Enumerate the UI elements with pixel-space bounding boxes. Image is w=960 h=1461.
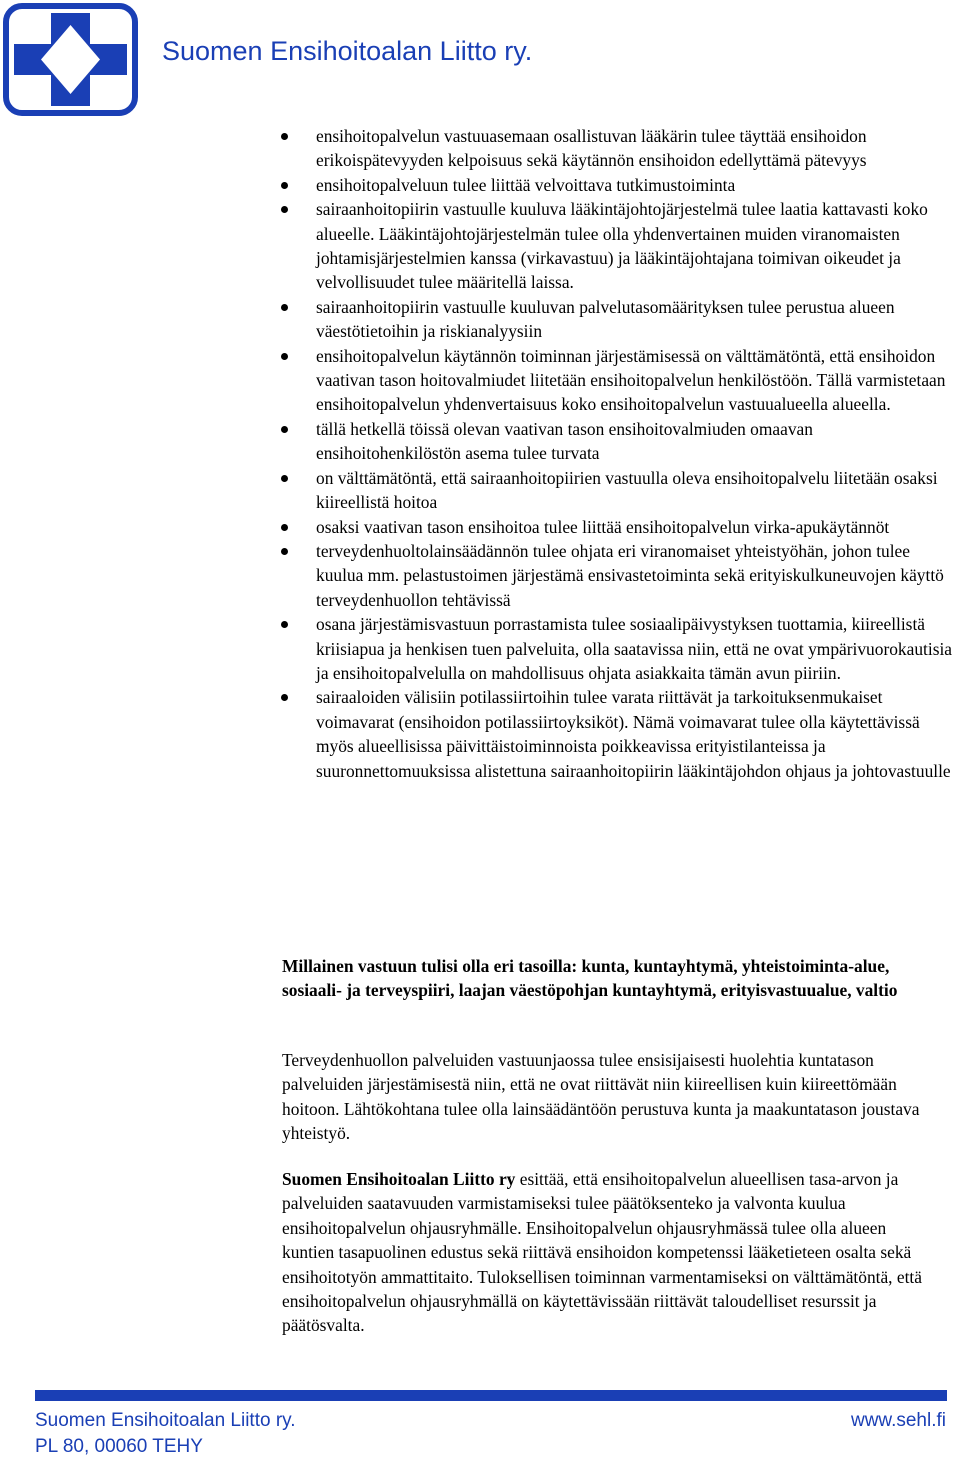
sehl-logo-icon bbox=[3, 3, 138, 116]
bullet-icon bbox=[281, 694, 288, 701]
bullet-icon bbox=[281, 524, 288, 531]
bullet-icon bbox=[281, 182, 288, 189]
list-item bbox=[316, 612, 956, 685]
list-item bbox=[316, 685, 956, 783]
list-item-text: osaksi vaativan tason ensihoitoa tulee liittää ensihoitopalvelun virka-apukäytännöt bbox=[316, 516, 890, 537]
footer-address: PL 80, 00060 TEHY bbox=[35, 1436, 203, 1457]
bullet-icon bbox=[281, 548, 288, 555]
list-item bbox=[316, 197, 956, 295]
list-item-text: sairaaloiden välisiin potilassiirtoihin tulee varata riittävät ja tarkoituksenmukaiset voimavarat (ensihoidon potilassiirtoyksiköt). Nämä voimavarat tulee olla käytettävissä myös alueellisissa päivittäistoiminnoista poikkeavissa erityistilanteissa ja suuronnettomuuksissa alistettuna sairaanhoitopiirin lääkintäjohdon ohjaus ja johtovastuulle bbox=[316, 687, 951, 781]
list-item-text: osana järjestämisvastuun porrastamista tulee sosiaalipäivystyksen tuottamia, kiireellistä kriisiapua ja henkisen tuen palveluita, olla saatavissa niin, että ne ovat ympärivuorokautisia ja ensihoitopalvelulla on mahdollisuus ohjata asiakkaita tämän avun piiriin. bbox=[316, 614, 953, 683]
paragraph-proposal-text: esittää, että ensihoitopalvelun alueellisen tasa-arvon ja palveluiden saatavuuden varmistamiseksi tulee päätöksenteko ja valvonta kuulua ensihoitopalvelun ohjausryhmälle. Ensihoitopalvelun ohjausryhmässä tulee olla alueen kuntien tasapuolinen edustus sekä riittävä ensihoidon kompetenssi lääketieteen osalta sekä ensihoitotyön ammattitaito. Tuloksellisen toiminnan varmentamiseksi on välttämätöntä, että ensihoitopalvelun ohjausryhmällä on käytettävissään riittävät taloudelliset resurssit ja päätösvalta. bbox=[282, 1169, 922, 1336]
bullet-icon bbox=[281, 206, 288, 213]
bullet-icon bbox=[281, 426, 288, 433]
footer-website-link[interactable]: www.sehl.fi bbox=[850, 1410, 946, 1431]
paragraph-lead-org: Suomen Ensihoitoalan Liitto ry bbox=[282, 1169, 516, 1189]
list-item-text: ensihoitopalveluun tulee liittää velvoittava tutkimustoiminta bbox=[316, 174, 736, 195]
list-item-text: sairaanhoitopiirin vastuulle kuuluvan palvelutasomäärityksen tulee perustua alueen väestötietoihin ja riskianalyysiin bbox=[316, 296, 895, 342]
list-item-text: ensihoitopalvelun käytännön toiminnan järjestämisessä on välttämätöntä, että ensihoidon vaativan tason hoitovalmiudet liitetään ensihoitopalvelun henkilöstöön. Tällä varmistetaan ensihoitopalvelun yhdenvertaisuus koko ensihoitopalvelun vastuualueella alueella. bbox=[316, 345, 946, 415]
list-item-text: terveydenhuoltolainsäädännön tulee ohjata eri viranomaiset yhteistyöhän, johon tulee kuulua mm. pelastustoimen järjestämä ensivastetoiminta sekä erityiskulkuneuvojen käyttö terveydenhuollon tehtävissä bbox=[316, 540, 944, 610]
list-item-text: ensihoitopalvelun vastuuasemaan osallistuvan lääkärin tulee täyttää ensihoidon erikoispätevyyden kelpoisuus sekä käytännön ensihoidon edellyttämä pätevyys bbox=[316, 126, 867, 171]
list-item bbox=[316, 173, 956, 197]
paragraph-proposal bbox=[282, 1167, 942, 1338]
bullet-list bbox=[316, 124, 956, 783]
footer-divider bbox=[35, 1390, 947, 1401]
list-item bbox=[316, 344, 956, 417]
bullet-icon bbox=[281, 133, 288, 140]
list-item bbox=[316, 466, 956, 515]
list-item bbox=[316, 124, 956, 173]
section-heading: Millainen vastuun tulisi olla eri tasoilla: kunta, kuntayhtymä, yhteistoiminta-alue, sosiaali- ja terveyspiiri, laajan väestöpohjan kuntayhtymä, erityisvastuualue, valtio bbox=[282, 956, 898, 1001]
bullet-icon bbox=[281, 353, 288, 360]
bullet-icon bbox=[281, 621, 288, 628]
list-item bbox=[316, 539, 956, 612]
footer-org-name: Suomen Ensihoitoalan Liitto ry. bbox=[35, 1410, 296, 1431]
org-title: Suomen Ensihoitoalan Liitto ry. bbox=[162, 36, 533, 66]
bullet-icon bbox=[281, 304, 288, 311]
list-item bbox=[316, 295, 956, 344]
list-item-text: tällä hetkellä töissä olevan vaativan tason ensihoitovalmiuden omaavan ensihoitohenkilöstön asema tulee turvata bbox=[316, 418, 813, 464]
bullet-icon bbox=[281, 475, 288, 482]
list-item bbox=[316, 417, 956, 466]
paragraph-responsibility: Terveydenhuollon palveluiden vastuunjaossa tulee ensisijaisesti huolehtia kuntatason palveluiden järjestämisestä niin, että ne ovat riittävät niin kiireellisen kuin kiireettömään hoitoon. Lähtökohtana tulee olla lainsäädäntöön perustuva kunta ja maakuntatason joustava yhteistyö. bbox=[282, 1050, 920, 1144]
list-item-text: on välttämätöntä, että sairaanhoitopiirien vastuulla oleva ensihoitopalvelu liitetään osaksi kiireellistä hoitoa bbox=[316, 467, 938, 513]
list-item-text: sairaanhoitopiirin vastuulle kuuluva lääkintäjohtojärjestelmä tulee laatia kattavasti koko alueelle. Lääkintäjohtojärjestelmän tulee olla yhdenvertainen muiden viranomaisten johtamisjärjestelmien kanssa (virkavastuu) ja lääkintäjohtajana toimivan oikeudet ja velvollisuudet tulee määritellä laissa. bbox=[316, 199, 928, 293]
list-item bbox=[316, 515, 956, 539]
